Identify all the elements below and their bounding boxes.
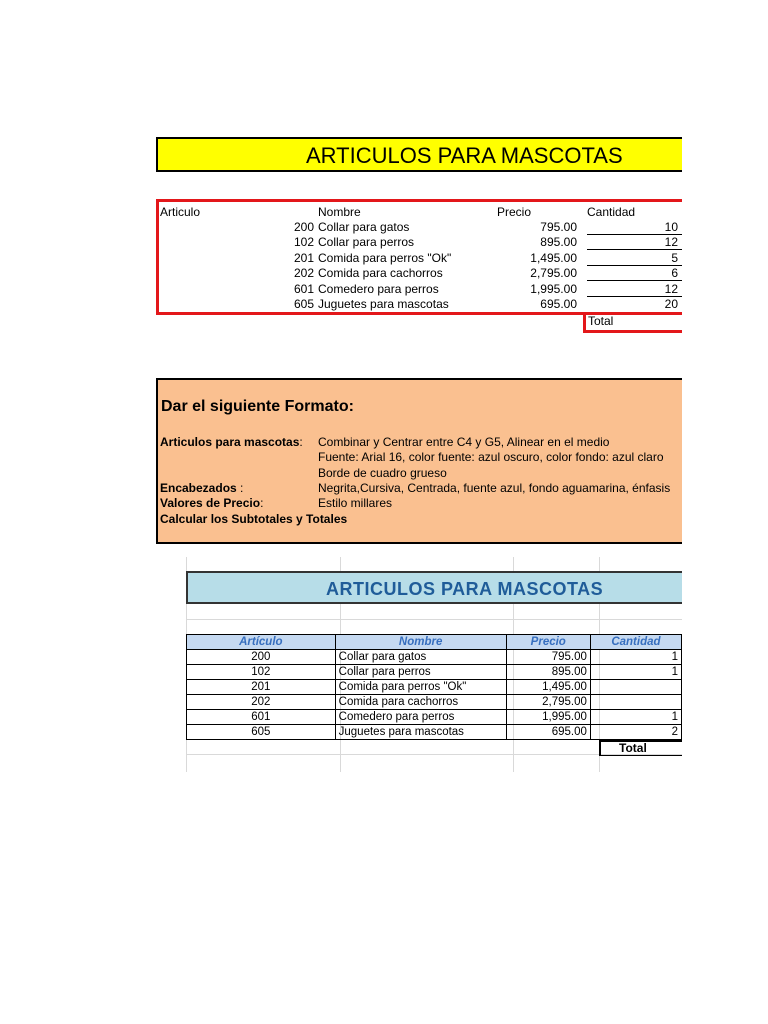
example-codigo: 201 xyxy=(187,680,336,695)
row-codigo: 201 xyxy=(293,251,314,265)
example-codigo: 601 xyxy=(187,710,336,725)
row-nombre: Juguetes para mascotas xyxy=(318,297,449,311)
row-precio: 695.00 xyxy=(540,297,577,311)
row-precio: 1,995.00 xyxy=(530,282,577,296)
header-cantidad: Cantidad xyxy=(587,205,636,219)
table-row xyxy=(187,665,682,680)
example-codigo: 605 xyxy=(187,725,336,740)
header-articulo: Articulo xyxy=(160,205,201,219)
instruction-text: Negrita,Cursiva, Centrada, fuente azul, fondo aguamarina, énfasis xyxy=(318,481,671,495)
row-precio: 795.00 xyxy=(540,220,577,234)
row-cantidad: 10 xyxy=(664,220,678,234)
table-row xyxy=(187,695,682,710)
row-cantidad: 20 xyxy=(664,297,678,311)
table-row xyxy=(187,680,682,695)
instruction-text: Combinar y Centrar entre C4 y G5, Alinear en el medio xyxy=(318,435,610,449)
example-precio: 1,495.00 xyxy=(506,680,590,695)
table-row xyxy=(187,710,682,725)
example-header-cantidad: Cantidad xyxy=(590,635,681,650)
example-precio: 695.00 xyxy=(506,725,590,740)
cell-border xyxy=(587,234,682,235)
example-cantidad xyxy=(590,680,681,695)
row-codigo: 202 xyxy=(293,266,314,280)
row-nombre: Comida para cachorros xyxy=(318,266,443,280)
example-nombre: Collar para perros xyxy=(335,665,506,680)
row-precio: 2,795.00 xyxy=(530,266,577,280)
example-precio: 895.00 xyxy=(506,665,590,680)
row-precio: 1,495.00 xyxy=(530,251,577,265)
row-nombre: Collar para perros xyxy=(318,235,415,249)
example-header-articulo: Artículo xyxy=(187,635,336,650)
instructions-panel xyxy=(156,378,682,544)
cell-border xyxy=(587,296,682,297)
example-cantidad: 1 xyxy=(590,650,681,665)
example-cantidad: 1 xyxy=(590,665,681,680)
instruction-label: Valores de Precio: xyxy=(160,496,264,510)
row-nombre: Comida para perros "Ok" xyxy=(318,251,452,265)
row-precio: 895.00 xyxy=(540,235,577,249)
example-title: ARTICULOS PARA MASCOTAS xyxy=(326,579,604,599)
example-header-nombre: Nombre xyxy=(335,635,506,650)
title-banner xyxy=(156,137,682,172)
instruction-label: Encabezados : xyxy=(160,481,244,495)
cell-border xyxy=(587,249,682,250)
row-codigo: 605 xyxy=(293,297,314,311)
row-codigo: 102 xyxy=(293,235,314,249)
example-nombre: Juguetes para mascotas xyxy=(335,725,506,740)
total-label: Total xyxy=(588,314,614,328)
example-codigo: 202 xyxy=(187,695,336,710)
row-cantidad: 5 xyxy=(671,251,678,265)
example-precio: 795.00 xyxy=(506,650,590,665)
example-nombre: Comida para perros "Ok" xyxy=(335,680,506,695)
example-cantidad: 2 xyxy=(590,725,681,740)
row-nombre: Collar para gatos xyxy=(318,220,410,234)
cell-border xyxy=(587,265,682,266)
row-cantidad: 12 xyxy=(664,235,678,249)
example-precio: 2,795.00 xyxy=(506,695,590,710)
example-total-label: Total xyxy=(599,740,682,756)
cell-border xyxy=(587,280,682,281)
row-nombre: Comedero para perros xyxy=(318,282,439,296)
example-cantidad: 1 xyxy=(590,710,681,725)
gridline xyxy=(186,619,682,620)
row-cantidad: 6 xyxy=(671,266,678,280)
instruction-label: Calcular los Subtotales y Totales xyxy=(160,512,348,526)
row-codigo: 200 xyxy=(293,220,314,234)
example-precio: 1,995.00 xyxy=(506,710,590,725)
example-title-banner xyxy=(186,571,682,604)
example-nombre: Collar para gatos xyxy=(335,650,506,665)
instruction-text: Estilo millares xyxy=(318,496,393,510)
table-row xyxy=(187,725,682,740)
example-cantidad xyxy=(590,695,681,710)
instructions-heading: Dar el siguiente Formato: xyxy=(161,398,354,415)
example-table xyxy=(186,634,682,740)
example-codigo: 102 xyxy=(187,665,336,680)
table-row xyxy=(187,650,682,665)
example-screenshot xyxy=(186,557,682,772)
example-nombre: Comida para cachorros xyxy=(335,695,506,710)
instruction-label: Articulos para mascotas: xyxy=(160,435,303,449)
instruction-text: Borde de cuadro grueso xyxy=(318,466,447,480)
header-precio: Precio xyxy=(497,205,532,219)
row-cantidad: 12 xyxy=(664,282,678,296)
example-header-precio: Precio xyxy=(506,635,590,650)
header-nombre: Nombre xyxy=(318,205,361,219)
example-header-row xyxy=(187,635,682,650)
page-title: ARTICULOS PARA MASCOTAS xyxy=(306,143,623,168)
instruction-text: Fuente: Arial 16, color fuente: azul oscuro, color fondo: azul claro xyxy=(318,450,664,464)
example-codigo: 200 xyxy=(187,650,336,665)
example-nombre: Comedero para perros xyxy=(335,710,506,725)
row-codigo: 601 xyxy=(293,282,314,296)
